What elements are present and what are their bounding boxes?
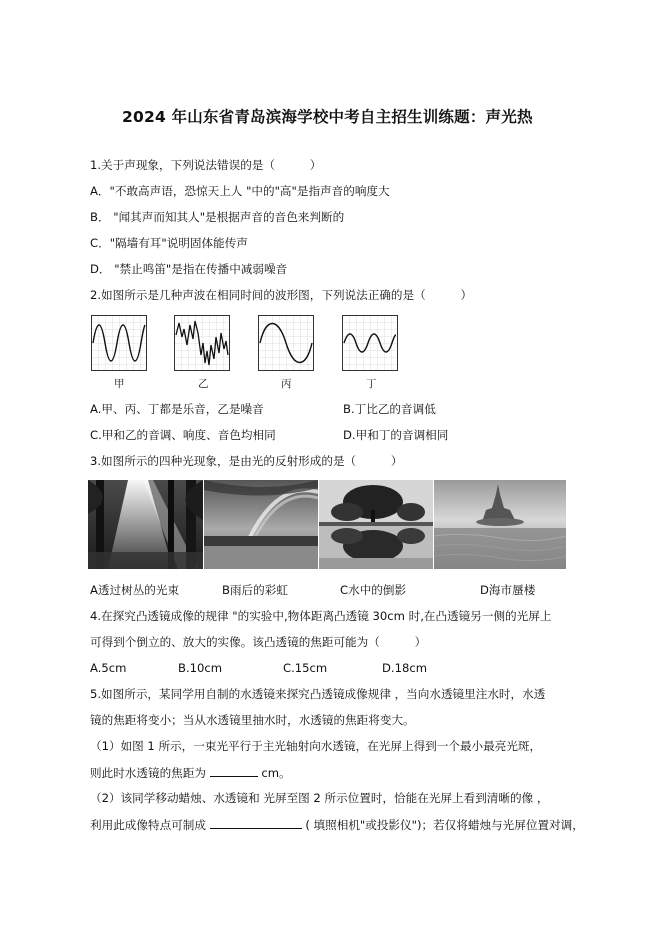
q2-option-d: D.甲和丁的音调相同 xyxy=(343,428,449,442)
q4-option-d: D.18cm xyxy=(382,661,428,675)
page-title: 2024 年山东省青岛滨海学校中考自主招生训练题：声光热 xyxy=(122,108,533,126)
q4-line2: 可得到个倒立的、放大的实像。该凸透镜的焦距可能为（ ） xyxy=(90,635,427,649)
q3-option-b: B雨后的彩虹 xyxy=(222,583,288,597)
q4-option-b: B.10cm xyxy=(178,661,223,675)
wave-label-jia: 甲 xyxy=(114,378,125,390)
q2-option-c: C.甲和乙的音调、响度、音色均相同 xyxy=(90,428,276,442)
photo-mirage xyxy=(434,480,566,569)
q5-line2: 镜的焦距将变小；当从水透镜里抽水时，水透镜的焦距将变大。 xyxy=(90,713,415,727)
q5-part1-text: 则此时水透镜的焦距为 xyxy=(90,766,206,780)
q2-option-a: A.甲、丙、丁都是乐音，乙是噪音 xyxy=(90,402,264,416)
waveform-ding xyxy=(342,315,398,371)
q5-part2-blank[interactable] xyxy=(210,816,302,829)
q2-stem: 2.如图所示是几种声波在相同时间的波形图，下列说法正确的是（ ） xyxy=(90,288,473,302)
q4-line1: 4.在探究凸透镜成像的规律 "的实验中,物体距离凸透镜 30cm 时,在凸透镜另一侧的光屏上 xyxy=(90,609,552,623)
q5-line1: 5.如图所示，某同学用自制的水透镜来探究凸透镜成像规律 ，当向水透镜里注水时，水透 xyxy=(90,687,546,701)
q1-option-d: D． "禁止鸣笛"是指在传播中减弱噪音 xyxy=(90,262,288,276)
wave-label-ding: 丁 xyxy=(366,378,377,390)
q1-option-a: A．"不敢高声语，恐惊天上人 "中的"高"是指声音的响度大 xyxy=(90,184,390,198)
photo-rainbow xyxy=(204,480,318,569)
photo-light-beams xyxy=(88,480,203,569)
q4-option-c: C.15cm xyxy=(283,661,328,675)
waveform-jia xyxy=(91,315,147,371)
q5-part1-line2 xyxy=(90,764,291,781)
q5-part1-line1: （1）如图 1 所示，一束光平行于主光轴射向水透镜，在光屏上得到一个最小最亮光斑， xyxy=(90,739,542,753)
wave-label-bing: 丙 xyxy=(281,378,292,390)
q1-option-c: C．"隔墙有耳"说明固体能传声 xyxy=(90,236,248,250)
waveform-bing xyxy=(258,315,314,371)
q3-stem: 3.如图所示的四种光现象，是由光的反射形成的是（ ） xyxy=(90,454,403,468)
waveform-yi xyxy=(174,315,230,371)
q3-option-c: C水中的倒影 xyxy=(340,583,407,597)
wave-label-yi: 乙 xyxy=(198,378,209,390)
q4-option-a: A.5cm xyxy=(90,661,127,675)
q1-option-b: B． "闻其声而知其人"是根据声音的音色来判断的 xyxy=(90,210,345,224)
photo-reflection xyxy=(319,480,433,569)
q5-part2-rest: ( 填照相机"或投影仪")；若仅将蜡烛与光屏位置对调， xyxy=(305,818,584,832)
q1-stem: 1.关于声现象，下列说法错误的是（ ） xyxy=(90,158,322,172)
q5-part1-blank[interactable] xyxy=(210,764,258,777)
q5-part2-line2 xyxy=(90,816,584,833)
q2-option-b: B.丁比乙的音调低 xyxy=(343,402,436,416)
q3-option-a: A透过树丛的光束 xyxy=(90,583,180,597)
q5-part1-unit: cm。 xyxy=(261,766,291,780)
q5-part2-text: 利用此成像特点可制成 xyxy=(90,818,206,832)
q5-part2-line1: （2）该同学移动蜡烛、水透镜和 光屏至图 2 所示位置时，恰能在光屏上看到清晰的像 ， xyxy=(90,791,549,805)
q3-option-d: D海市蜃楼 xyxy=(480,583,536,597)
